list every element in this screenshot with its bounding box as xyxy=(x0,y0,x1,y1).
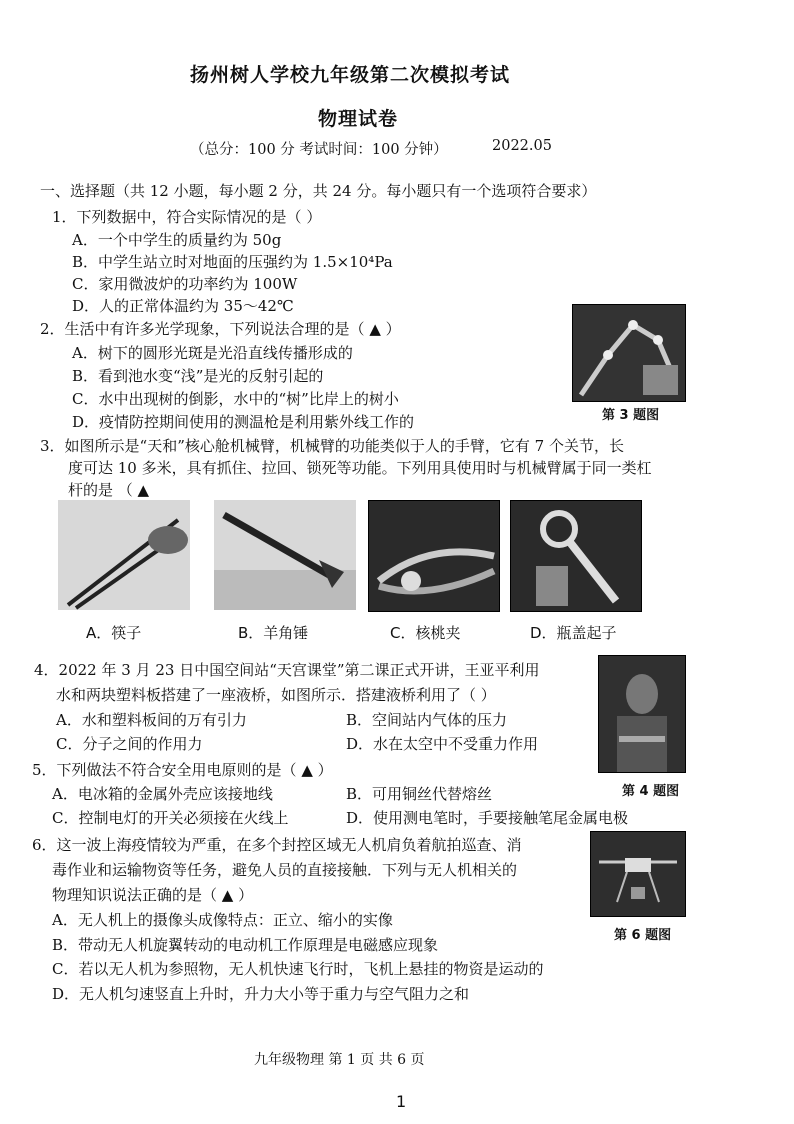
figure-4-photo xyxy=(598,655,686,773)
q1-option-b: B．中学生站立时对地面的压强约为 1.5×10⁴Pa xyxy=(72,253,393,271)
q4-line-2: 水和两块塑料板搭建了一座液桥，如图所示．搭建液桥利用了（ ） xyxy=(56,686,496,704)
q1-option-c: C．家用微波炉的功率约为 100W xyxy=(72,275,298,293)
q6-option-a: A．无人机上的摄像头成像特点：正立、缩小的实像 xyxy=(52,911,393,929)
q6-option-c: C．若以无人机为参照物，无人机快速飞行时，飞机上悬挂的物资是运动的 xyxy=(52,960,544,978)
q3-option-b: B．羊角锤 xyxy=(238,624,309,642)
nutcracker-image xyxy=(368,500,500,612)
q4-option-d: D．水在太空中不受重力作用 xyxy=(346,735,539,753)
q5-stem: 5．下列做法不符合安全用电原则的是（ ▲ ） xyxy=(32,761,333,779)
robot-arm-image xyxy=(573,305,685,401)
page-number: 1 xyxy=(396,1092,407,1111)
q2-option-b: B．看到池水变“浅”是光的反射引起的 xyxy=(72,367,324,385)
section-heading: 一、选择题（共 12 小题，每小题 2 分，共 24 分。每小题只有一个选项符合要求） xyxy=(40,182,597,200)
q1-option-a: A．一个中学生的质量约为 50g xyxy=(72,231,282,249)
q5-option-b: B．可用铜丝代替熔丝 xyxy=(346,785,493,803)
q2-option-c: C．水中出现树的倒影，水中的“树”比岸上的树小 xyxy=(72,390,399,408)
q3-option-a: A．筷子 xyxy=(86,624,142,642)
q1-stem: 1．下列数据中，符合实际情况的是（ ） xyxy=(52,208,322,226)
q5-option-c: C．控制电灯的开关必须接在火线上 xyxy=(52,809,289,827)
chopsticks-image xyxy=(58,500,190,610)
claw-hammer-image xyxy=(214,500,356,610)
q2-stem: 2．生活中有许多光学现象，下列说法合理的是（ ▲ ） xyxy=(40,320,401,338)
q3-line-3: 杆的是 （ ▲ xyxy=(68,481,150,499)
q6-line-3: 物理知识说法正确的是（ ▲ ） xyxy=(52,886,254,904)
q2-option-d: D．疫情防控期间使用的测温枪是利用紫外线工作的 xyxy=(72,413,415,431)
q6-line-2: 毒作业和运输物资等任务，避免人员的直接接触．下列与无人机相关的 xyxy=(52,861,518,879)
exam-title: 扬州树人学校九年级第二次模拟考试 xyxy=(190,64,511,86)
figure-4-caption: 第 4 题图 xyxy=(622,784,680,799)
exam-date: 2022.05 xyxy=(492,138,552,154)
q6-option-d: D．无人机匀速竖直上升时，升力大小等于重力与空气阻力之和 xyxy=(52,985,470,1003)
figure-6-caption: 第 6 题图 xyxy=(614,928,672,943)
q5-option-a: A．电冰箱的金属外壳应该接地线 xyxy=(52,785,273,803)
q3-option-c: C．核桃夹 xyxy=(390,624,461,642)
q3-option-d: D．瓶盖起子 xyxy=(530,624,617,642)
q4-line-1: 4．2022 年 3 月 23 日中国空间站“天宫课堂”第二课正式开讲，王亚平利用 xyxy=(34,661,540,679)
q6-option-b: B．带动无人机旋翼转动的电动机工作原理是电磁感应现象 xyxy=(52,936,439,954)
q4-option-b: B．空间站内气体的压力 xyxy=(346,711,508,729)
figure-3-photo xyxy=(572,304,686,402)
q4-option-a: A．水和塑料板间的万有引力 xyxy=(56,711,247,729)
q5-option-d: D．使用测电笔时，手要接触笔尾金属电极 xyxy=(346,809,629,827)
q1-option-d: D．人的正常体温约为 35～42℃ xyxy=(72,297,294,315)
q6-line-1: 6．这一波上海疫情较为严重，在多个封控区域无人机肩负着航拍巡查、消 xyxy=(32,836,522,854)
q4-option-c: C．分子之间的作用力 xyxy=(56,735,203,753)
paper-title: 物理试卷 xyxy=(318,108,399,130)
exam-meta: （总分：100 分 考试时间：100 分钟） xyxy=(190,142,448,158)
q2-option-a: A．树下的圆形光斑是光沿直线传播形成的 xyxy=(72,344,353,362)
bottle-opener-image xyxy=(510,500,642,612)
figure-6-photo xyxy=(590,831,686,917)
q3-line-2: 度可达 10 多米，具有抓住、拉回、锁死等功能。下列用具使用时与机械臂属于同一类杠 xyxy=(68,459,652,477)
figure-3-caption: 第 3 题图 xyxy=(602,408,660,423)
q3-line-1: 3．如图所示是“天和”核心舱机械臂，机械臂的功能类似于人的手臂，它有 7 个关节，长 xyxy=(40,437,624,455)
page-footer: 九年级物理 第 1 页 共 6 页 xyxy=(254,1052,425,1068)
